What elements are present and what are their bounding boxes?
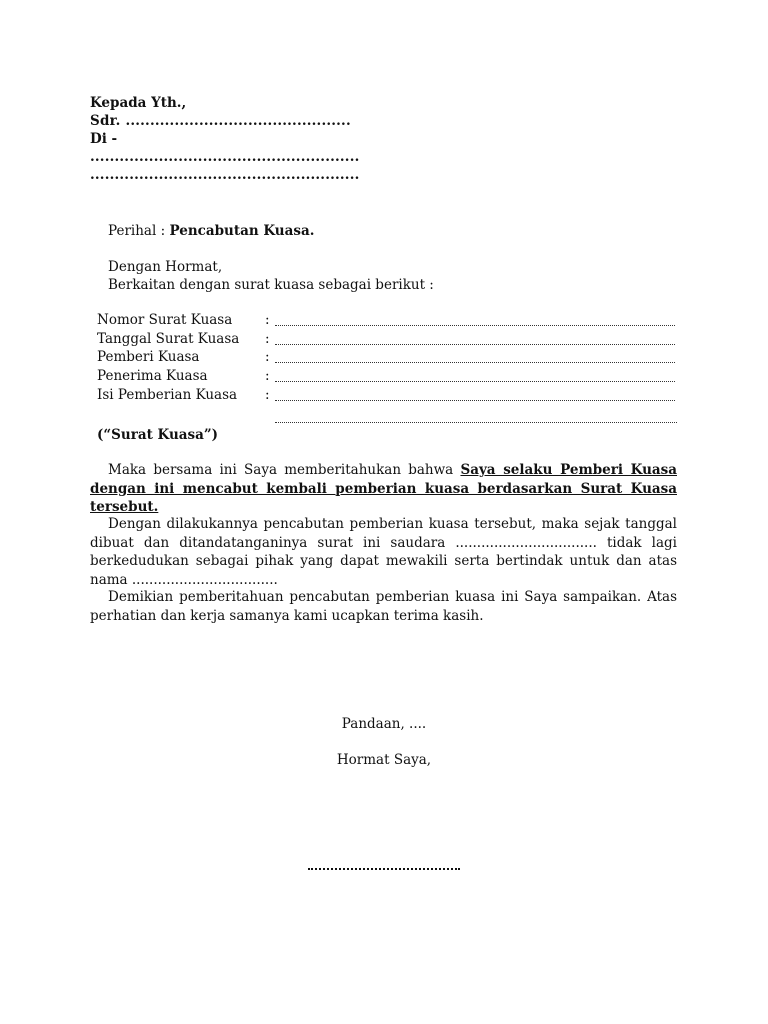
field-label: Tanggal Surat Kuasa xyxy=(97,330,240,347)
field-blank-line xyxy=(275,400,675,401)
field-colon: : xyxy=(265,386,270,403)
subject-value: Pencabutan Kuasa. xyxy=(169,223,315,239)
paragraph-closing: Demikian pemberitahuan pencabutan pemberian kuasa ini Saya sampaikan. Atas perhatian dan kerja samanya kami ucapkan terima kasih. xyxy=(90,589,677,624)
place-date: Pandaan, .... xyxy=(341,716,427,732)
paragraph-effect: Dengan dilakukannya pencabutan pemberian kuasa tersebut, maka sejak tanggal dibuat dan ditandatanganinya surat ini saudara ................................. tidak lagi berkedudukan sebagai pihak yang dapat mewakili serta bertindak untuk dan atas nama .................................. xyxy=(90,516,677,588)
field-blank-line xyxy=(275,344,675,345)
recipient-address-line-1: ....................................................... xyxy=(90,149,360,165)
field-colon: : xyxy=(265,349,270,366)
field-colon: : xyxy=(265,330,270,347)
field-blank-line xyxy=(275,362,675,363)
recipient-block xyxy=(90,94,360,184)
recipient-name: Sdr. .............................................. xyxy=(90,113,351,129)
paragraph-revocation-emphasis: Saya selaku Pemberi Kuasa dengan ini mencabut kembali pemberian kuasa berdasarkan Surat Kuasa tersebut. xyxy=(90,462,677,515)
field-label: Isi Pemberian Kuasa xyxy=(97,386,238,403)
signature-line xyxy=(308,868,460,870)
surat-kuasa-label: (“Surat Kuasa”) xyxy=(97,427,219,443)
field-blank-line xyxy=(275,325,675,326)
field-colon: : xyxy=(265,368,270,385)
recipient-address-line-2: ....................................................... xyxy=(90,167,360,183)
subject-label: Perihal : xyxy=(108,223,170,239)
field-blank-line-continuation xyxy=(275,422,677,423)
field-colon: : xyxy=(265,312,270,328)
subject-line xyxy=(108,222,314,240)
paragraph-revocation xyxy=(90,461,677,517)
greeting: Dengan Hormat, xyxy=(108,259,223,275)
field-label: Nomor Surat Kuasa xyxy=(97,312,233,328)
paragraph-revocation-lead: Maka bersama ini Saya memberitahukan bahwa xyxy=(108,462,461,478)
recipient-location-label: Di - xyxy=(90,131,118,147)
field-blank-line xyxy=(275,381,675,382)
recipient-salutation: Kepada Yth., xyxy=(90,95,187,111)
field-label: Penerima Kuasa xyxy=(97,368,208,385)
intro-text: Berkaitan dengan surat kuasa sebagai berikut : xyxy=(108,277,434,293)
field-label: Pemberi Kuasa xyxy=(97,349,200,366)
closing-salutation: Hormat Saya, xyxy=(336,752,432,768)
